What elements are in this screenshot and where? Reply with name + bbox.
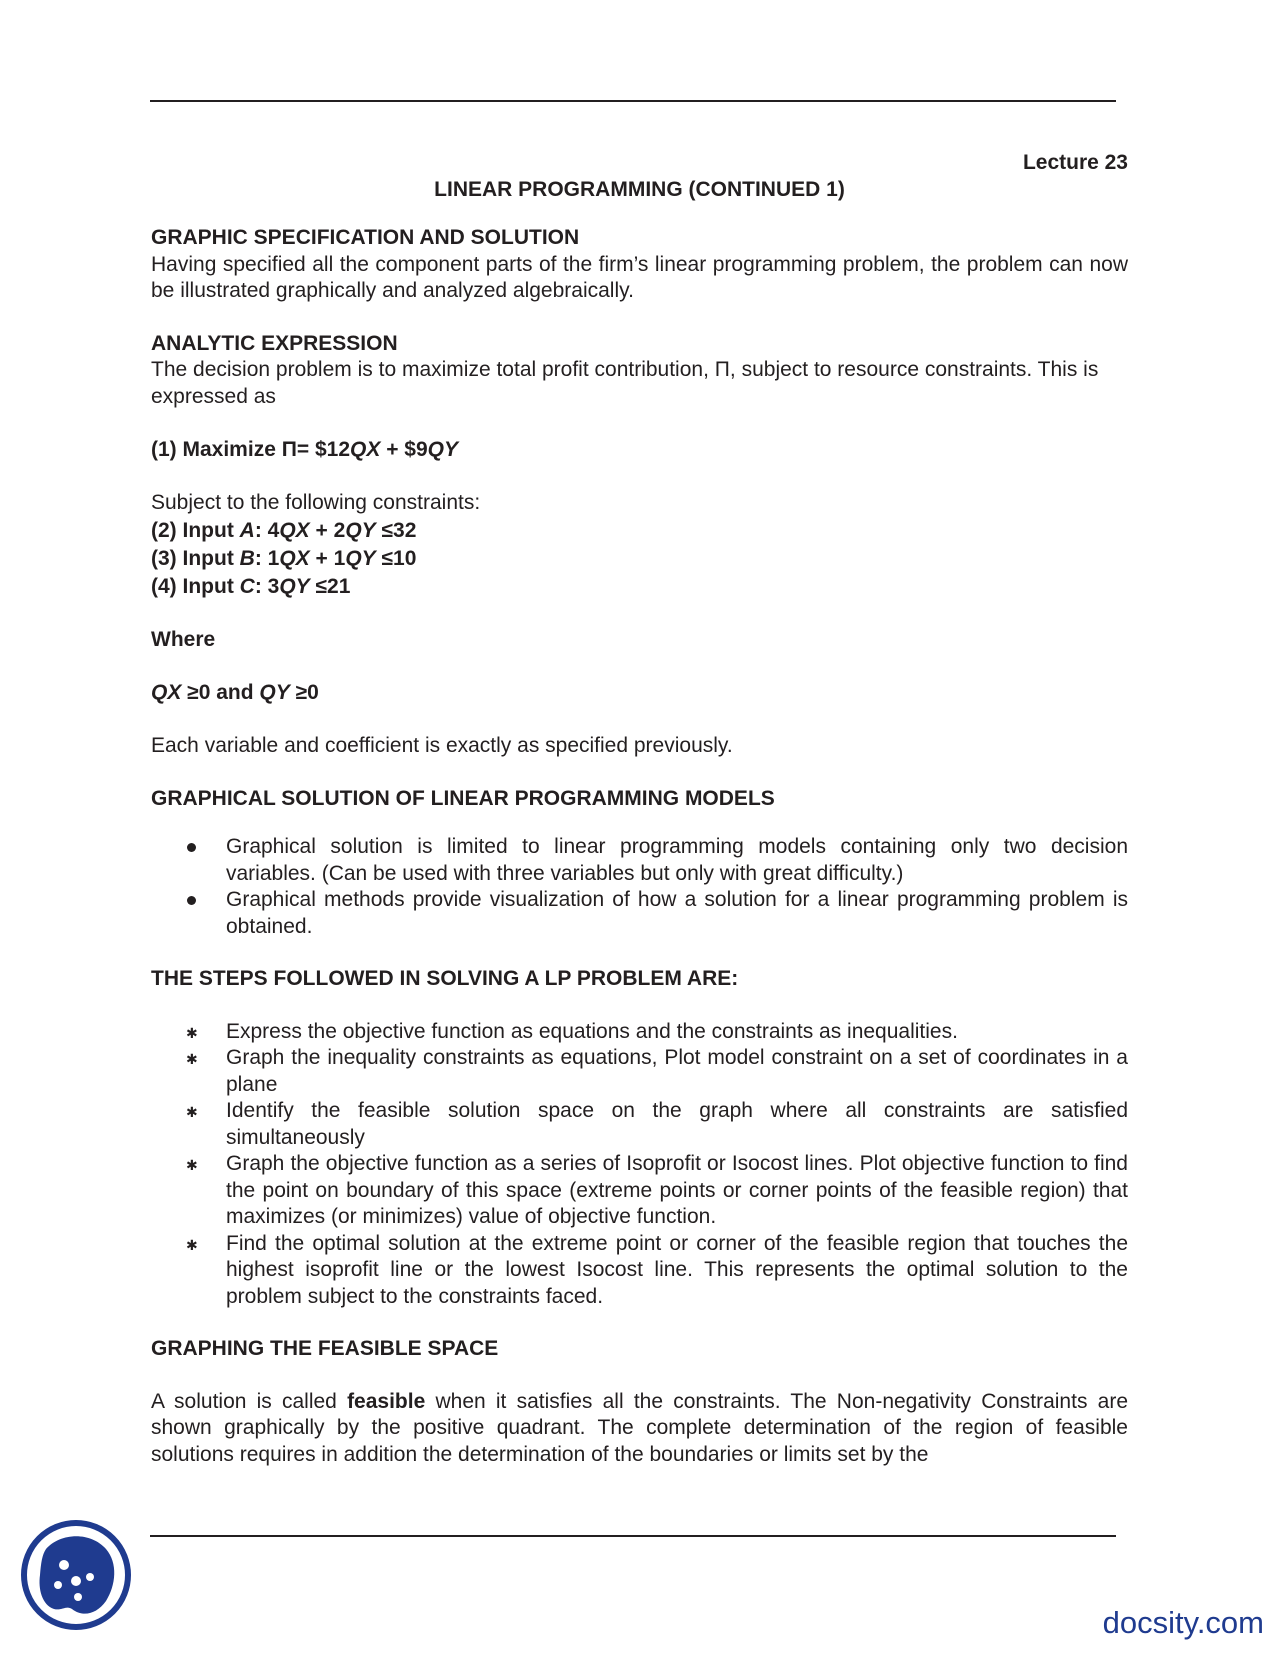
objective-var-qx: QX xyxy=(350,438,381,461)
list-item xyxy=(151,1098,1128,1151)
list-item-text: Graphical solution is limited to linear programming models containing only two decision variables. (Can be used with three variables but only with great difficulty.) xyxy=(226,835,1128,885)
list-item-text: Identify the feasible solution space on the graph where all constraints are satisfied simultaneously xyxy=(226,1099,1128,1149)
docsity-brand-link[interactable]: docsity.com xyxy=(1102,1605,1264,1640)
constraint-input-name: C xyxy=(239,574,255,598)
constraint-relation: ≤32 xyxy=(375,518,417,542)
bullet-dot-icon xyxy=(187,896,196,905)
list-item xyxy=(151,1231,1128,1311)
where-label: Where xyxy=(151,627,216,651)
constraint-plus: + 2 xyxy=(309,518,346,542)
lecture-number: Lecture 23 xyxy=(1022,151,1128,174)
graphical-solution-list xyxy=(151,834,1128,940)
list-item-text: Graph the objective function as a series of Isoprofit or Isocost lines. Plot objective function to find the point on boundary of this space (extreme points or corner points of the feasible region) that maximizes (or minimizes) value of objective function. xyxy=(226,1152,1128,1228)
objective-mid: + $9 xyxy=(380,438,428,461)
constraint-coef: : 4 xyxy=(254,518,280,542)
heading-feasible-space: GRAPHING THE FEASIBLE SPACE xyxy=(151,1337,499,1360)
constraint-var-qy: QY xyxy=(279,574,310,598)
feasible-text-after: when it satisfies all the constraints. The Non-negativity Constraints are shown graphically by the positive quadrant. The complete determination of the region of feasible solutions requires in addition the determination of the boundaries or limits set by the xyxy=(151,1389,1128,1466)
constraint-coef: : 1 xyxy=(254,546,280,570)
constraint-input-b xyxy=(151,545,1128,573)
constraint-input-a xyxy=(151,517,1128,545)
constraint-var-qy: QY xyxy=(345,518,376,542)
top-rule xyxy=(150,100,1116,102)
constraint-var-qy: QY xyxy=(345,546,376,570)
non-negativity-constraints xyxy=(151,679,1128,707)
bullet-star-icon: ✱ xyxy=(186,1051,198,1067)
objective-function xyxy=(151,436,1128,464)
constraint-var-qx: QX xyxy=(279,546,310,570)
paragraph-variables-note: Each variable and coefficient is exactly as specified previously. xyxy=(151,734,733,757)
nonneg-relation-1: ≥0 and xyxy=(181,681,260,704)
paragraph-feasible-space xyxy=(151,1389,1128,1469)
heading-graphical-solution: GRAPHICAL SOLUTION OF LINEAR PROGRAMMING MODELS xyxy=(151,786,775,810)
list-item xyxy=(151,1019,1128,1046)
constraint-relation: ≤10 xyxy=(375,546,417,570)
paragraph-graphic-specification: Having specified all the component parts of the firm’s linear programming problem, the problem can now be illustrated graphically and analyzed algebraically. xyxy=(151,252,1128,302)
docsity-logo-icon xyxy=(20,1519,132,1631)
lp-steps-list xyxy=(151,1019,1128,1311)
nonneg-var-qx: QX xyxy=(151,681,182,704)
constraint-var-qx: QX xyxy=(279,518,310,542)
bullet-star-icon: ✱ xyxy=(186,1236,198,1253)
list-item xyxy=(151,1151,1128,1231)
list-item-text: Graphical methods provide visualization of how a solution for a linear programming problem is obtained. xyxy=(226,888,1128,938)
bottom-rule xyxy=(150,1535,1116,1537)
objective-prefix: (1) Maximize xyxy=(151,438,282,461)
constraint-input-name: B xyxy=(239,546,255,570)
constraint-coef: : 3 xyxy=(254,574,280,598)
bullet-star-icon: ✱ xyxy=(186,1104,198,1120)
feasible-text-before: A solution is called xyxy=(151,1389,348,1413)
subject-to-label: Subject to the following constraints: xyxy=(151,491,481,514)
list-item xyxy=(151,1045,1128,1098)
constraint-label: (3) Input xyxy=(151,546,240,570)
objective-var-qy: QY xyxy=(427,438,459,461)
pi-symbol: Π xyxy=(281,438,297,461)
constraint-plus: + 1 xyxy=(309,546,346,570)
list-item xyxy=(151,887,1128,940)
objective-eq: = $12 xyxy=(296,438,351,461)
nonneg-relation-2: ≥0 xyxy=(289,681,319,704)
list-item-text: Express the objective function as equations and the constraints as inequalities. xyxy=(226,1019,958,1043)
constraint-input-c xyxy=(151,573,1128,601)
list-item-text: Find the optimal solution at the extreme point or corner of the feasible region that touches the highest isoprofit line or the lowest Isocost line. This represents the optimal solution to the problem subject to the constraints faced. xyxy=(226,1231,1128,1308)
list-item-text: Graph the inequality constraints as equations, Plot model constraint on a set of coordinates in a plane xyxy=(226,1046,1128,1096)
heading-lp-steps: THE STEPS FOLLOWED IN SOLVING A LP PROBLEM ARE: xyxy=(151,967,739,990)
document-body xyxy=(151,150,1128,1468)
constraint-label: (2) Input xyxy=(151,518,240,542)
paragraph-analytic-expression: The decision problem is to maximize total profit contribution, Π, subject to resource constraints. This is expressed as xyxy=(151,358,1099,408)
constraint-label: (4) Input xyxy=(151,574,240,598)
page-title: LINEAR PROGRAMMING (CONTINUED 1) xyxy=(434,177,845,201)
bullet-star-icon: ✱ xyxy=(186,1157,198,1173)
list-item xyxy=(151,834,1128,887)
constraint-input-name: A xyxy=(239,518,255,542)
nonneg-var-qy: QY xyxy=(259,681,290,704)
bullet-dot-icon xyxy=(187,843,196,852)
heading-graphic-specification: GRAPHIC SPECIFICATION AND SOLUTION xyxy=(151,226,580,249)
heading-analytic-expression: ANALYTIC EXPRESSION xyxy=(151,331,398,355)
bullet-star-icon: ✱ xyxy=(186,1024,198,1041)
feasible-bold-word: feasible xyxy=(347,1389,426,1413)
constraint-relation: ≤21 xyxy=(309,574,351,598)
